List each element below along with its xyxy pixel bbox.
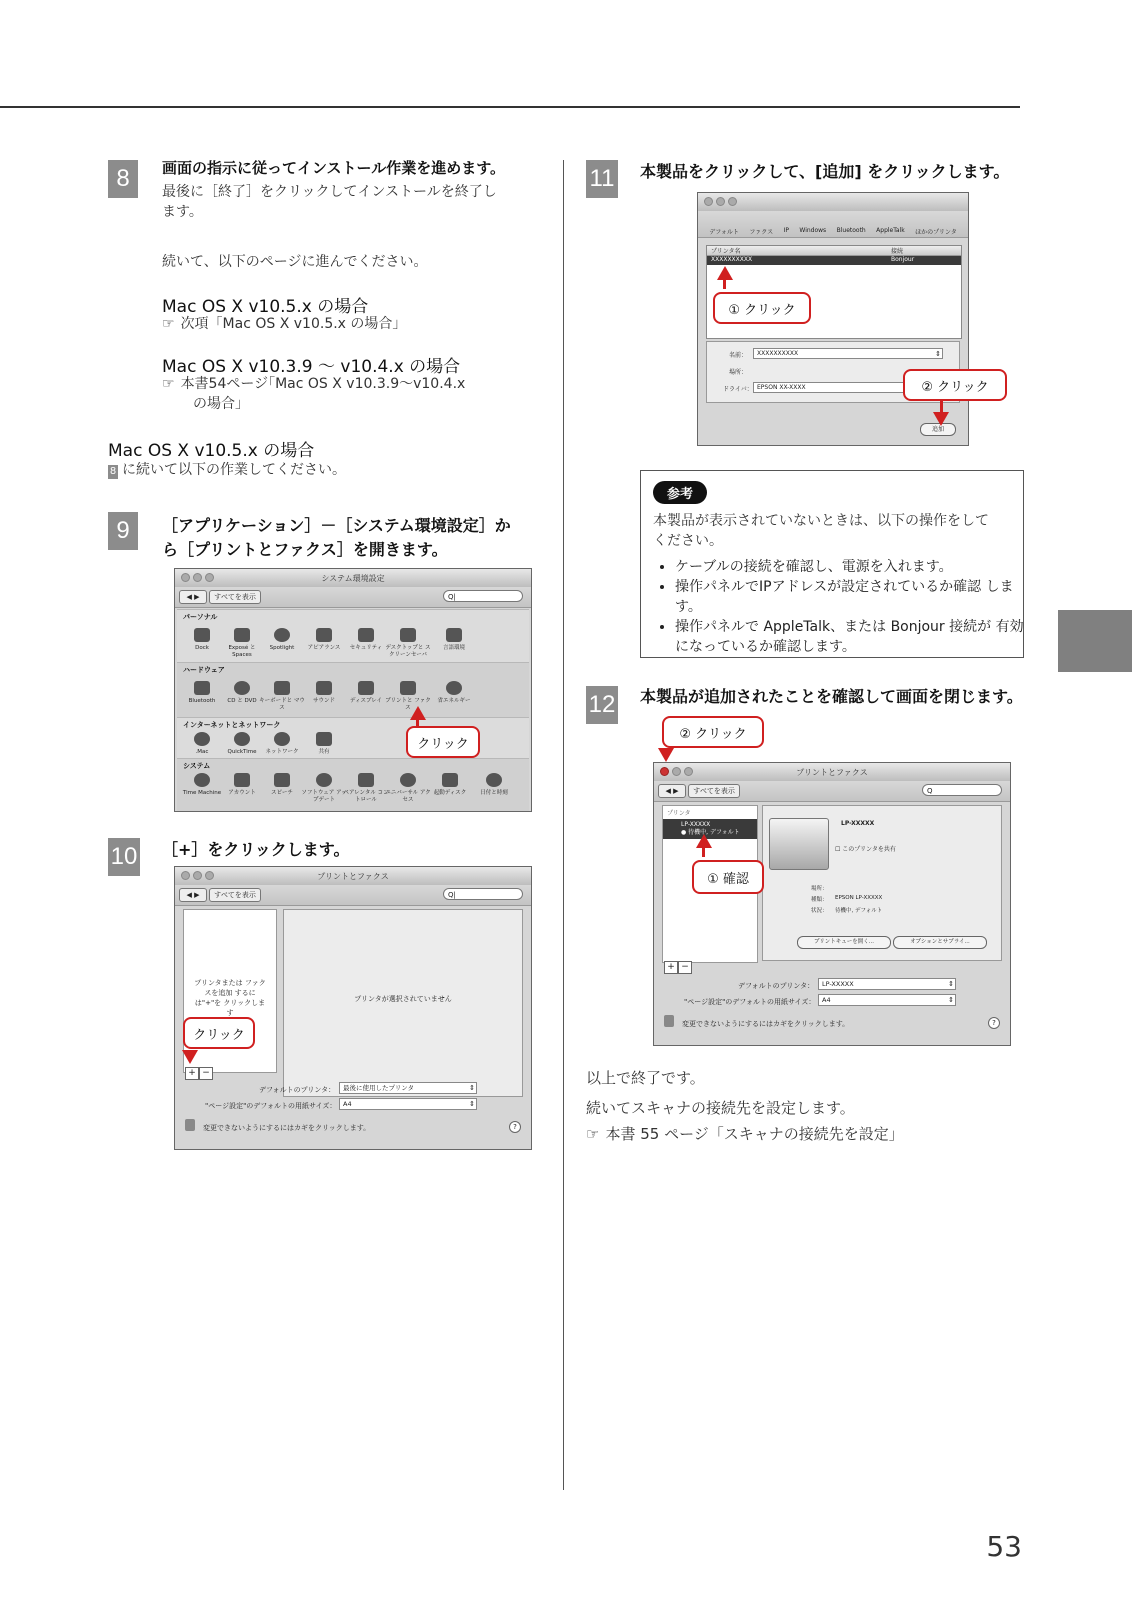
note-box	[640, 470, 1024, 658]
back-forward-button[interactable]: ◀ ▶	[179, 888, 207, 902]
callout-confirm: ① 確認	[692, 860, 764, 894]
pref-quicktime[interactable]: QuickTime	[219, 732, 265, 756]
default-printer-label: デフォルトのプリンタ：	[738, 982, 815, 990]
end-text-1: 以上で終了です。	[586, 1069, 705, 1087]
step10-heading: ［+］をクリックします。	[162, 840, 350, 859]
reference-icon: ☞	[162, 376, 175, 392]
reference-icon: ☞	[586, 1125, 600, 1143]
pref-network[interactable]: ネットワーク	[259, 732, 305, 756]
arrow-icon	[410, 706, 426, 720]
pref-cd-dvd[interactable]: CD と DVD	[219, 681, 265, 705]
step-badge-8: 8	[109, 466, 117, 477]
note-bullet: • 操作パネルで AppleTalk、または Bonjour 接続が 有効になっているか確認します。	[675, 617, 1025, 657]
title-bar	[175, 569, 531, 587]
printer-detail-panel	[762, 805, 1002, 961]
pref-security[interactable]: セキュリティ	[343, 628, 389, 652]
pref-sound[interactable]: サウンド	[301, 681, 347, 705]
pref-date-time[interactable]: 日付と時刻	[471, 773, 517, 797]
note-tag: 参考	[653, 481, 707, 504]
printer-row-selected[interactable]: XXXXXXXXXX Bonjour	[707, 256, 961, 265]
search-input[interactable]: Q|	[443, 888, 523, 900]
kind-label: 種類：	[811, 897, 828, 903]
callout-click: クリック	[183, 1017, 255, 1049]
default-printer-label: デフォルトのプリンタ：	[259, 1086, 336, 1094]
add-button[interactable]: 追加	[920, 423, 956, 436]
help-button[interactable]: ?	[988, 1017, 1000, 1029]
callout-click-1: ① クリック	[713, 292, 811, 324]
section-text	[108, 460, 346, 480]
list-header	[707, 246, 961, 256]
pref-mac[interactable]: .Mac	[179, 732, 225, 756]
detail-printer-name: LP-XXXXX	[841, 820, 875, 827]
title-bar	[654, 763, 1010, 781]
lock-text: 変更できないようにするにはカギをクリックします。	[682, 1020, 850, 1028]
pref-parental-controls[interactable]: ペアレンタル コントロール	[343, 773, 389, 804]
sub1-ref[interactable]	[162, 314, 406, 334]
pref-expose[interactable]: Exposé と Spaces	[219, 628, 265, 659]
pref-bluetooth[interactable]: Bluetooth	[179, 681, 225, 705]
back-forward-button[interactable]: ◀ ▶	[658, 784, 686, 798]
driver-label: ドライバ：	[723, 386, 753, 393]
note-bullet: • 操作パネルでIPアドレスが設定されているか確認 します。	[675, 577, 1025, 617]
pref-row-personal	[177, 609, 529, 662]
section-title: Mac OS X v10.5.x の場合	[108, 441, 315, 461]
add-printer-button[interactable]: +	[185, 1067, 199, 1080]
pref-spotlight[interactable]: Spotlight	[259, 628, 305, 652]
step-number-12: 12	[586, 686, 618, 724]
toolbar	[175, 587, 531, 608]
system-preferences-window	[174, 568, 532, 812]
title-bar	[175, 867, 531, 885]
note-list	[653, 557, 1025, 657]
help-button[interactable]: ?	[509, 1121, 521, 1133]
arrow-stem	[702, 847, 705, 857]
search-input[interactable]: Q	[922, 784, 1002, 796]
sub2-ref-text2: の場合｣	[193, 396, 242, 412]
location-label: 場所：	[811, 886, 828, 892]
printer-detail-panel	[283, 909, 523, 1097]
pref-startup-disk[interactable]: 起動ディスク	[427, 773, 473, 797]
pref-row-label: ハードウェア	[183, 666, 225, 674]
toolbar-default[interactable]: デフォルト	[709, 229, 739, 236]
name-label: 名前：	[729, 352, 748, 359]
step-number-9: 9	[108, 512, 138, 550]
share-checkbox[interactable]: ☐ このプリンタを共有	[835, 846, 896, 853]
default-printer-select[interactable]: LP-XXXXX ⇕	[818, 978, 956, 990]
pref-row-label: パーソナル	[183, 613, 218, 621]
printer-status: ● 待機中, デフォルト	[681, 829, 740, 836]
step9-heading2: ら［プリントとファクス］を開きます。	[162, 540, 448, 559]
step8-line1: 最後に［終了］をクリックしてインストールを終了し	[162, 184, 497, 200]
pref-universal-access[interactable]: ユニバーサル アクセス	[385, 773, 431, 804]
column-divider	[563, 160, 564, 1490]
title-bar	[698, 193, 968, 211]
sub1-ref-text: 次項「Mac OS X v10.5.x の場合」	[180, 316, 407, 332]
show-all-button[interactable]: すべてを表示	[209, 888, 261, 902]
pref-row-hardware	[177, 662, 529, 717]
window-controls[interactable]	[660, 767, 693, 776]
pref-row-system	[177, 758, 529, 811]
open-queue-button[interactable]: プリントキューを開く...	[797, 936, 891, 949]
pref-software-update[interactable]: ソフトウェア アップデート	[301, 773, 347, 804]
status-value: 待機中, デフォルト	[835, 908, 883, 914]
toolbar	[175, 885, 531, 906]
pref-row-label: システム	[183, 762, 211, 770]
step9-heading1: ［アプリケーション］－［システム環境設定］か	[162, 516, 511, 535]
kind-value: EPSON LP-XXXXX	[835, 895, 883, 901]
show-all-button[interactable]: すべてを表示	[209, 590, 261, 604]
toolbar-appletalk[interactable]: AppleTalk	[876, 227, 905, 234]
step-number-8: 8	[108, 160, 138, 198]
toolbar	[654, 781, 1010, 802]
sub1-title: Mac OS X v10.5.x の場合	[162, 297, 369, 317]
arrow-icon	[696, 834, 712, 848]
paper-size-select[interactable]: A4 ⇕	[818, 994, 956, 1006]
callout-click-2: ② クリック	[662, 716, 764, 748]
toolbar-bluetooth[interactable]: Bluetooth	[836, 227, 866, 234]
window-title: システム環境設定	[321, 573, 385, 583]
arrow-icon	[182, 1050, 198, 1064]
add-printer-button[interactable]: +	[664, 961, 678, 974]
arrow-icon	[933, 412, 949, 426]
paper-size-select[interactable]: A4 ⇕	[339, 1098, 477, 1110]
toolbar-other[interactable]: ほかのプリンタ	[915, 229, 957, 236]
step11-heading: 本製品をクリックして、[追加] をクリックします。	[640, 162, 1010, 181]
remove-printer-button[interactable]: −	[678, 961, 692, 974]
toolbar-windows[interactable]: Windows	[799, 227, 827, 234]
options-supplies-button[interactable]: オプションとサプライ...	[893, 936, 987, 949]
step8-heading: 画面の指示に従ってインストール作業を進めます。	[162, 159, 506, 177]
note-line1: 本製品が表示されていないときは、以下の操作をして	[653, 513, 989, 529]
page-number: 53	[986, 1530, 1022, 1563]
reference-icon: ☞	[162, 316, 175, 332]
sub2-ref-text1: 本書54ページ｢Mac OS X v10.3.9〜v10.4.x	[180, 376, 466, 392]
window-title: プリントとファクス	[796, 767, 868, 777]
add-remove-controls	[185, 1067, 213, 1080]
window-title: プリントとファクス	[317, 871, 389, 881]
pref-time-machine[interactable]: Time Machine	[179, 773, 225, 797]
lock-text: 変更できないようにするにはカギをクリックします。	[203, 1124, 371, 1132]
step-number-11: 11	[586, 160, 618, 198]
printer-list-hint: プリンタまたは ファクスを追加 するには"+"を クリックします	[194, 979, 266, 1017]
pref-dock[interactable]: Dock	[179, 628, 225, 652]
pref-accounts[interactable]: アカウント	[219, 773, 265, 797]
pref-language[interactable]: 言語環境	[431, 628, 477, 652]
default-printer-select[interactable]: 最後に使用したプリンタ ⇕	[339, 1082, 477, 1094]
end-ref-text: 本書 55 ページ「スキャナの接続先を設定」	[605, 1125, 904, 1143]
search-input[interactable]: Q|	[443, 590, 523, 602]
pref-keyboard-mouse[interactable]: キーボードと マウス	[259, 681, 305, 712]
arrow-stem	[723, 279, 726, 289]
step12-heading: 本製品が追加されたことを確認して画面を閉じます。	[640, 687, 1023, 706]
col-name: プリンタ名	[711, 248, 741, 255]
callout-click: クリック	[406, 726, 480, 758]
status-label: 状況：	[811, 908, 828, 914]
pref-energy-saver[interactable]: 省エネルギー	[431, 681, 477, 705]
end-text-2: 続いてスキャナの接続先を設定します。	[586, 1099, 855, 1117]
callout-click-2: ② クリック	[903, 369, 1007, 401]
step-number-10: 10	[108, 838, 140, 876]
chapter-tab	[1058, 610, 1132, 672]
pref-print-fax[interactable]: プリントと ファクス	[385, 681, 431, 712]
printer-image	[769, 818, 829, 870]
section-text-body: に続いて以下の作業してください。	[122, 462, 346, 478]
step8-line2: ます。	[162, 204, 203, 220]
driver-select[interactable]: EPSON XX-XXXX ⇕	[753, 382, 913, 393]
pref-row-label: インターネットとネットワーク	[183, 721, 281, 729]
pref-display[interactable]: ディスプレイ	[343, 681, 389, 705]
arrow-icon	[717, 266, 733, 280]
toolbar-ip[interactable]: IP	[783, 227, 789, 234]
add-remove-controls	[664, 961, 692, 974]
note-bullet: • ケーブルの接続を確認し、電源を入れます。	[675, 557, 1025, 577]
pref-speech[interactable]: スピーチ	[259, 773, 305, 797]
add-printer-toolbar	[698, 211, 968, 238]
window-controls[interactable]	[181, 871, 214, 880]
list-header: プリンタ	[667, 810, 691, 817]
window-controls[interactable]	[181, 573, 214, 582]
col-kind: 接続	[891, 248, 904, 255]
print-fax-window	[174, 866, 532, 1150]
remove-printer-button[interactable]: −	[199, 1067, 213, 1080]
note-line2: ください。	[653, 533, 723, 549]
sub2-title: Mac OS X v10.3.9 〜 v10.4.x の場合	[162, 357, 461, 377]
pref-sharing[interactable]: 共有	[301, 732, 347, 756]
window-controls[interactable]	[704, 197, 737, 206]
paper-size-label: "ページ設定"のデフォルトの用紙サイズ：	[205, 1102, 337, 1110]
sub2-ref[interactable]	[162, 374, 465, 394]
note-body	[653, 511, 1017, 551]
location-label: 場所：	[729, 369, 748, 376]
arrow-icon	[658, 748, 674, 762]
pref-desktop[interactable]: デスクトップと スクリーンセーバ	[385, 628, 431, 659]
name-field[interactable]: XXXXXXXXXX ⇕	[753, 348, 943, 359]
step8-continue: 続いて、以下のページに進んでください。	[162, 254, 428, 270]
back-forward-button[interactable]: ◀ ▶	[179, 590, 207, 604]
end-ref[interactable]	[586, 1124, 904, 1144]
pref-appearance[interactable]: アピアランス	[301, 628, 347, 652]
top-rule	[0, 106, 1020, 108]
lock-icon[interactable]	[185, 1119, 195, 1131]
printer-name: LP-XXXXX	[681, 821, 711, 828]
paper-size-label: "ページ設定"のデフォルトの用紙サイズ：	[684, 998, 816, 1006]
no-printer-text: プリンタが選択されていません	[354, 995, 452, 1003]
lock-icon[interactable]	[664, 1015, 674, 1027]
show-all-button[interactable]: すべてを表示	[688, 784, 740, 798]
print-fax-window-added	[653, 762, 1011, 1046]
toolbar-fax[interactable]: ファクス	[749, 229, 774, 236]
